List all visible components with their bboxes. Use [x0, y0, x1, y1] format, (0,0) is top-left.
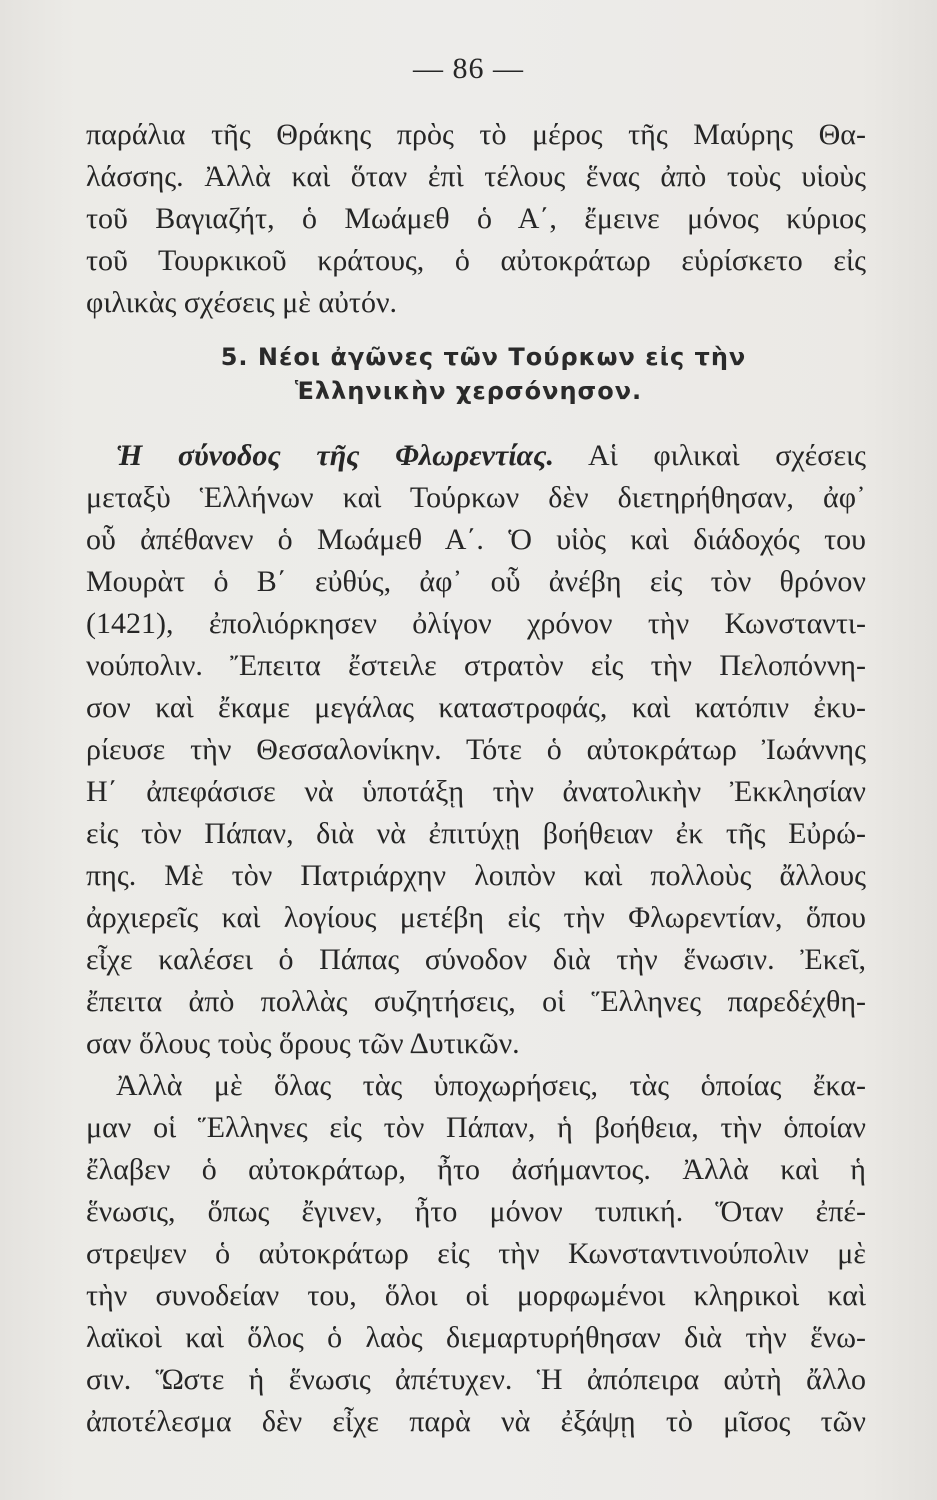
text-line: (1421), ἐπολιόρκησεν ὀλίγον χρόνον τὴν Κωνσταντι- [86, 607, 866, 640]
text-line: στρεψεν ὁ αὐτοκράτωρ εἰς τὴν Κωνσταντινούπολιν μὲ [86, 1237, 866, 1270]
text-line: Μουρὰτ ὁ Β΄ εὐθύς, ἀφ᾽ οὗ ἀνέβη εἰς τὸν θρόνον [86, 565, 866, 598]
text-line: τοῦ Τουρκικοῦ κράτους, ὁ αὐτοκράτωρ εὑρίσκετο εἰς [86, 244, 866, 277]
paragraph-first-line [116, 436, 866, 476]
text-line: φιλικὰς σχέσεις μὲ αὐτόν. [86, 286, 398, 319]
text-line: οὗ ἀπέθανεν ὁ Μωάμεθ Α΄. Ὁ υἱὸς καὶ διάδοχός του [86, 523, 866, 556]
text-line: μεταξὺ Ἑλλήνων καὶ Τούρκων δὲν διετηρήθησαν, ἀφ᾽ [86, 481, 866, 514]
text-line: ἕνωσις, ὅπως ἔγινεν, ἦτο μόνον τυπική. Ὅταν ἐπέ- [86, 1195, 866, 1228]
text-line: εἰς τὸν Πάπαν, διὰ νὰ ἐπιτύχῃ βοήθειαν ἐκ τῆς Εὐρώ- [86, 817, 866, 850]
text-line: ἔπειτα ἀπὸ πολλὰς συζητήσεις, οἱ Ἕλληνες παρεδέχθη- [86, 985, 866, 1018]
section-heading-line-1: 5. Νέοι ἀγῶνες τῶν Τούρκων εἰς τὴν [220, 343, 747, 371]
text-line: μαν οἱ Ἕλληνες εἰς τὸν Πάπαν, ἡ βοήθεια, τὴν ὁποίαν [86, 1111, 866, 1144]
text-line: λάσσης. Ἀλλὰ καὶ ὅταν ἐπὶ τέλους ἕνας ἀπὸ τοὺς υἱοὺς [86, 160, 866, 193]
page-number: — 86 — [413, 52, 524, 85]
text-line: τὴν συνοδείαν του, ὅλοι οἱ μορφωμένοι κληρικοὶ καὶ [86, 1279, 866, 1312]
text-line: ἀποτέλεσμα δὲν εἶχε παρὰ νὰ ἐξάψῃ τὸ μῖσος τῶν [86, 1405, 866, 1438]
text-line: ρίευσε τὴν Θεσσαλονίκην. Τότε ὁ αὐτοκράτωρ Ἰωάννης [86, 733, 866, 766]
text-line: Ἀλλὰ μὲ ὅλας τὰς ὑποχωρήσεις, τὰς ὁποίας ἔκα- [116, 1069, 866, 1102]
text-line: πης. Μὲ τὸν Πατριάρχην λοιπὸν καὶ πολλοὺς ἄλλους [86, 859, 866, 892]
text-line: ἀρχιερεῖς καὶ λογίους μετέβη εἰς τὴν Φλωρεντίαν, ὅπου [86, 901, 866, 934]
text-line: σιν. Ὥστε ἡ ἕνωσις ἀπέτυχεν. Ἡ ἀπόπειρα αὐτὴ ἄλλο [86, 1363, 866, 1396]
subheading-italic: Ἡ σύνοδος τῆς Φλωρεντίας. [116, 439, 555, 472]
text-fragment: Αἱ φιλικαὶ σχέσεις [554, 439, 867, 472]
text-line: εἶχε καλέσει ὁ Πάπας σύνοδον διὰ τὴν ἕνωσιν. Ἐκεῖ, [86, 943, 866, 976]
text-line: ἔλαβεν ὁ αὐτοκράτωρ, ἦτο ἀσήμαντος. Ἀλλὰ καὶ ἡ [86, 1153, 866, 1186]
text-line: λαϊκοὶ καὶ ὅλος ὁ λαὸς διεμαρτυρήθησαν διὰ τὴν ἕνω- [86, 1321, 866, 1354]
text-line: τοῦ Βαγιαζήτ, ὁ Μωάμεθ ὁ Α΄, ἔμεινε μόνος κύριος [86, 202, 866, 235]
text-line: Η΄ ἀπεφάσισε νὰ ὑποτάξῃ τὴν ἀνατολικὴν Ἐκκλησίαν [86, 775, 866, 808]
section-heading-line-2: Ἑλληνικὴν χερσόνησον. [294, 377, 643, 405]
text-line: νούπολιν. Ἔπειτα ἔστειλε στρατὸν εἰς τὴν Πελοπόννη- [86, 649, 866, 682]
text-line: σαν ὅλους τοὺς ὅρους τῶν Δυτικῶν. [86, 1027, 520, 1060]
text-line: σον καὶ ἔκαμε μεγάλας καταστροφάς, καὶ κατόπιν ἐκυ- [86, 691, 866, 724]
text-line: παράλια τῆς Θράκης πρὸς τὸ μέρος τῆς Μαύρης Θα- [86, 118, 866, 151]
